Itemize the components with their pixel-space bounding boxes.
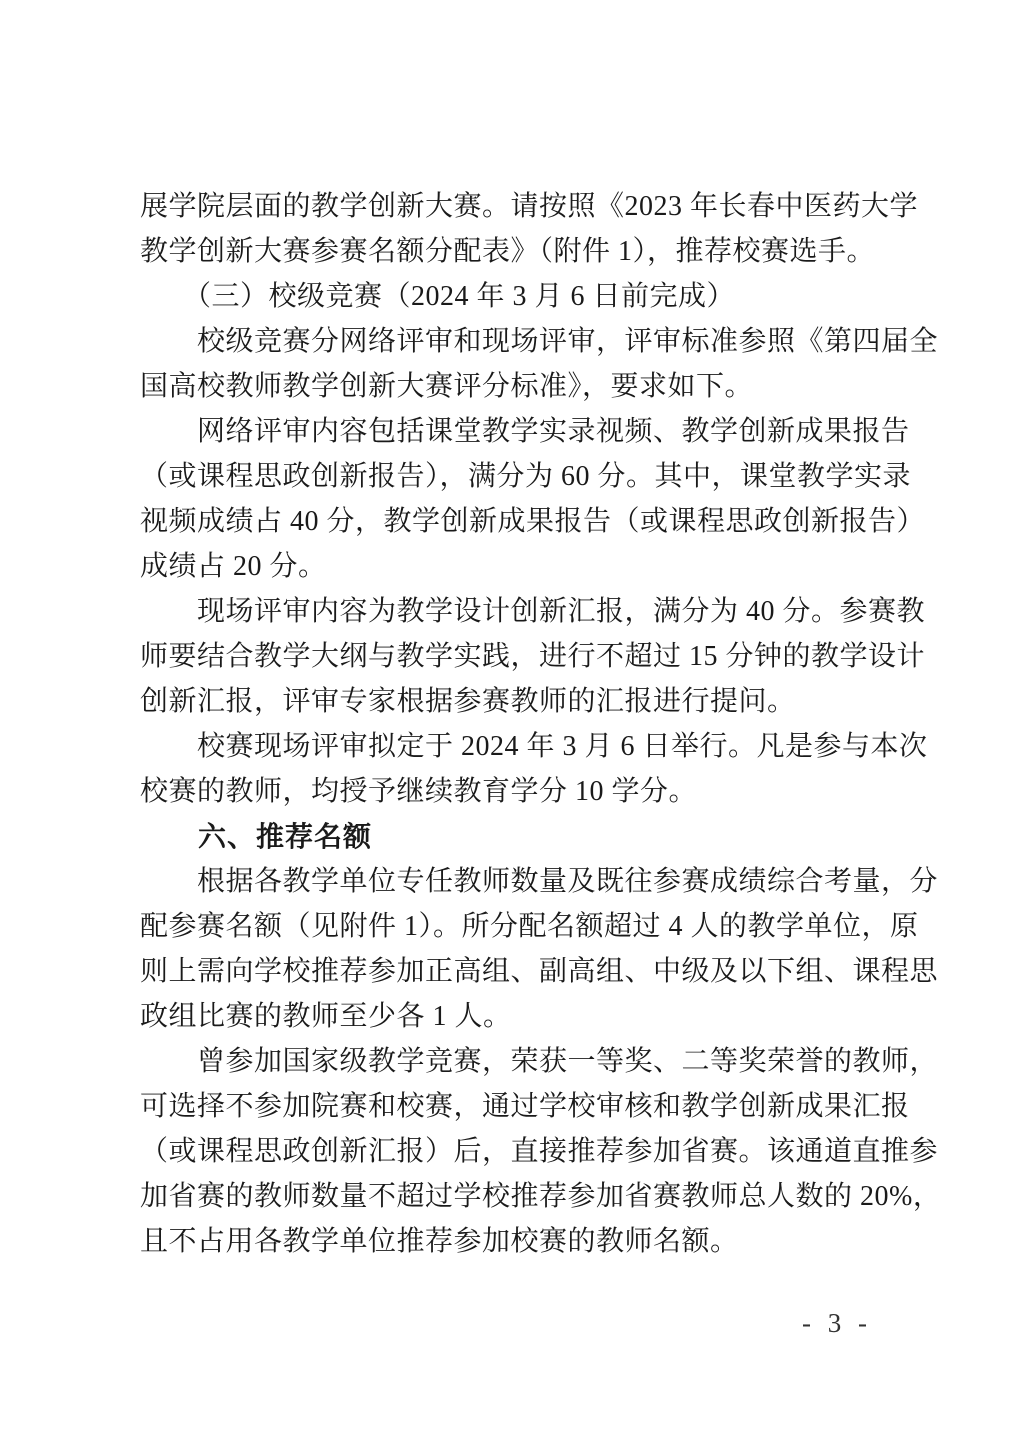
text-line-11: 师要结合教学大纲与教学实践，进行不超过 15 分钟的教学设计: [140, 641, 926, 672]
text-line-16: 根据各教学单位专任教师数量及既往参赛成绩综合考量，分: [140, 866, 939, 897]
text-line-6: 网络评审内容包括课堂教学实录视频、教学创新成果报告: [140, 416, 910, 447]
text-line-17: 配参赛名额（见附件 1）。所分配名额超过 4 人的教学单位，原: [140, 911, 919, 942]
text-line-12: 创新汇报，评审专家根据参赛教师的汇报进行提问。: [140, 686, 796, 717]
document-body: [140, 184, 942, 1264]
text-line-18: 则上需向学校推荐参加正高组、副高组、中级及以下组、课程思: [140, 956, 939, 987]
text-line-1: 展学院层面的教学创新大赛。请按照《2023 年长春中医药大学: [140, 191, 919, 222]
text-line-3: （三）校级竞赛（2024 年 3 月 6 日前完成）: [140, 281, 736, 312]
text-line-24: 且不占用各教学单位推荐参加校赛的教师名额。: [140, 1226, 739, 1257]
text-line-8: 视频成绩占 40 分，教学创新成果报告（或课程思政创新报告）: [140, 506, 926, 537]
text-line-2: 教学创新大赛参赛名额分配表》（附件 1），推荐校赛选手。: [140, 236, 876, 267]
text-line-10: 现场评审内容为教学设计创新汇报，满分为 40 分。参赛教: [140, 596, 926, 627]
text-line-21: 可选择不参加院赛和校赛，通过学校审核和教学创新成果汇报: [140, 1091, 910, 1122]
text-line-22: （或课程思政创新汇报）后，直接推荐参加省赛。该通道直推参: [140, 1136, 939, 1167]
text-line-4: 校级竞赛分网络评审和现场评审，评审标准参照《第四届全: [140, 326, 939, 357]
text-line-5: 国高校教师教学创新大赛评分标准》，要求如下。: [140, 371, 754, 402]
page-number: - 3 -: [802, 1308, 872, 1338]
text-line-13: 校赛现场评审拟定于 2024 年 3 月 6 日举行。凡是参与本次: [140, 731, 928, 762]
section-heading: 六、推荐名额: [140, 821, 373, 852]
text-line-14: 校赛的教师，均授予继续教育学分 10 学分。: [140, 776, 698, 807]
text-line-23: 加省赛的教师数量不超过学校推荐参加省赛教师总人数的 20%，: [140, 1181, 942, 1212]
text-line-9: 成绩占 20 分。: [140, 551, 327, 582]
text-line-20: 曾参加国家级教学竞赛，荣获一等奖、二等奖荣誉的教师，: [140, 1046, 939, 1077]
text-line-7: （或课程思政创新报告），满分为 60 分。其中，课堂教学实录: [140, 461, 912, 492]
text-line-19: 政组比赛的教师至少各 1 人。: [140, 1001, 512, 1032]
